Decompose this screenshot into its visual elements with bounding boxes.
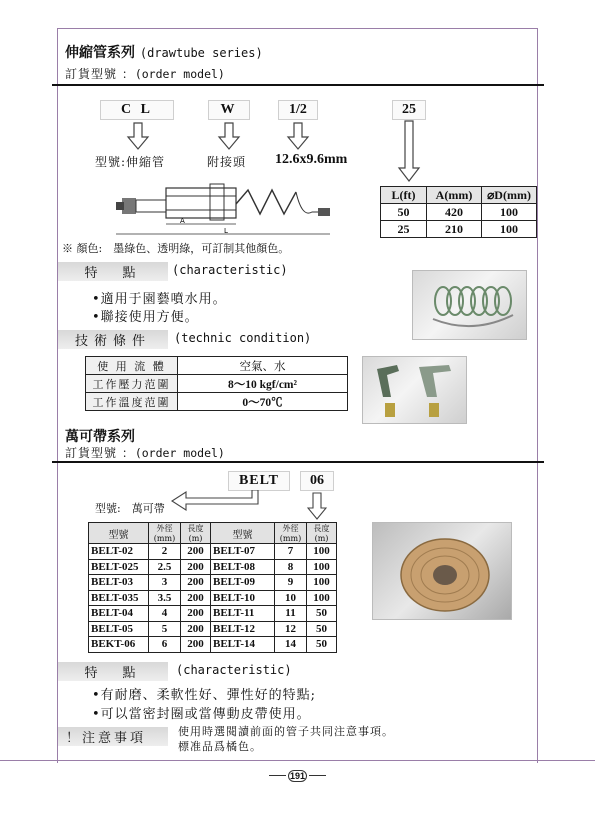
table-cell: BELT-035 xyxy=(89,590,149,606)
feature2-label-en: (characteristic) xyxy=(176,663,292,677)
table-cell: 200 xyxy=(181,621,211,637)
table-header: ⌀D(mm) xyxy=(482,187,537,204)
table-row xyxy=(89,606,337,622)
color-note: ※ 顏色: 墨綠色、透明綠，可訂制其他顏色。 xyxy=(62,242,290,255)
section1-title-zh: 伸縮管系列 xyxy=(65,45,135,61)
page-frame-bottom xyxy=(0,760,595,761)
table-header: 外徑(mm) xyxy=(149,523,181,544)
tech-key: 工作溫度范圍 xyxy=(86,393,178,411)
table-row xyxy=(381,204,537,221)
feature-label-en: (characteristic) xyxy=(172,263,288,277)
spray-gun-photo xyxy=(362,356,467,424)
table-cell: 200 xyxy=(181,606,211,622)
table-cell: BELT-11 xyxy=(211,606,275,622)
feature2-item: •可以當密封圈或當傳動皮帶使用。 xyxy=(92,707,311,722)
table-cell: 9 xyxy=(275,575,307,591)
feature-label-band: 特 點 xyxy=(58,262,168,281)
code-cl: C L xyxy=(100,100,174,120)
table-cell: BELT-07 xyxy=(211,544,275,560)
table-row xyxy=(89,637,337,653)
table-header: 外徑(mm) xyxy=(275,523,307,544)
tech-key: 使 用 流 體 xyxy=(86,357,178,375)
table-header: 型號 xyxy=(89,523,149,544)
arrow-down-icon xyxy=(286,122,310,150)
table-cell: 7 xyxy=(275,544,307,560)
table-header-row xyxy=(381,187,537,204)
table-cell: 8 xyxy=(275,559,307,575)
code-w: W xyxy=(208,100,250,120)
table-cell: 100 xyxy=(307,559,337,575)
coil-hose-icon xyxy=(413,271,528,341)
arrow-left-icon xyxy=(170,490,262,514)
belt-reel-photo xyxy=(372,522,512,620)
section2-order-en: (order model) xyxy=(134,446,225,460)
table-cell: 2 xyxy=(149,544,181,560)
table-cell: BELT-12 xyxy=(211,621,275,637)
table-cell: BELT-04 xyxy=(89,606,149,622)
table-row xyxy=(89,544,337,560)
tech-label-band: 技術條件 xyxy=(58,330,168,349)
belt-table xyxy=(88,522,337,653)
table-cell: 420 xyxy=(427,204,482,221)
page-number-block xyxy=(269,770,326,782)
dimension-table xyxy=(380,186,537,238)
table-cell: 100 xyxy=(307,544,337,560)
table-cell: 200 xyxy=(181,575,211,591)
note-label-band: ！注意事項 xyxy=(58,727,168,746)
note-line: 標准品爲橘色。 xyxy=(178,740,262,753)
label-fitting: 附接頭 xyxy=(207,155,247,169)
table-cell: 210 xyxy=(427,221,482,238)
section1-order-line xyxy=(65,65,225,82)
arrow-down-icon xyxy=(307,492,327,520)
table-cell: BEKT-06 xyxy=(89,637,149,653)
table-cell: BELT-02 xyxy=(89,544,149,560)
feature-item: •適用于園藝噴水用。 xyxy=(92,292,227,307)
table-cell: 6 xyxy=(149,637,181,653)
table-header-row xyxy=(89,523,337,544)
tech-table xyxy=(85,356,348,411)
table-cell: 12 xyxy=(275,621,307,637)
table-header: 型號 xyxy=(211,523,275,544)
table-cell: BELT-14 xyxy=(211,637,275,653)
table-row xyxy=(89,621,337,637)
table-row xyxy=(89,575,337,591)
section2-rule xyxy=(52,461,544,463)
table-cell: 50 xyxy=(381,204,427,221)
table-cell: BELT-03 xyxy=(89,575,149,591)
section2-order-line xyxy=(65,444,225,461)
table-cell: 3.5 xyxy=(149,590,181,606)
feature2-label-band: 特 點 xyxy=(58,662,168,681)
page-frame-top xyxy=(57,28,538,29)
dim-a-label: A xyxy=(180,217,185,225)
table-cell: BELT-05 xyxy=(89,621,149,637)
feature2-item: •有耐磨、柔軟性好、彈性好的特點; xyxy=(92,688,317,703)
arrow-down-icon xyxy=(126,122,150,150)
table-cell: 14 xyxy=(275,637,307,653)
page-number-rule xyxy=(269,775,286,776)
tech-value: 0～70℃ xyxy=(178,393,348,411)
table-header: A(mm) xyxy=(427,187,482,204)
table-cell: 2.5 xyxy=(149,559,181,575)
table-row xyxy=(86,393,348,411)
table-cell: 50 xyxy=(307,637,337,653)
table-cell: 200 xyxy=(181,637,211,653)
coil-hose-photo xyxy=(412,270,527,340)
section1-rule xyxy=(52,84,544,86)
page-number-rule xyxy=(309,775,326,776)
spray-gun-icon xyxy=(363,357,468,425)
tech-key: 工作壓力范圍 xyxy=(86,375,178,393)
code-length: 25 xyxy=(392,100,426,120)
table-cell: 50 xyxy=(307,621,337,637)
tech-value: 空氣、水 xyxy=(178,357,348,375)
section1-order-label: 訂貨型號 ： xyxy=(65,67,135,81)
arrow-down-long-icon xyxy=(397,120,421,182)
table-cell: BELT-09 xyxy=(211,575,275,591)
table-cell: 11 xyxy=(275,606,307,622)
tech-label-en: (technic condition) xyxy=(174,331,312,345)
page-number: 191 xyxy=(289,771,306,781)
dim-l-label: L xyxy=(224,227,228,235)
note-line: 使用時選閱讀前面的管子共同注意事項。 xyxy=(178,725,394,738)
code-size: 1/2 xyxy=(278,100,318,120)
label-size: 12.6x9.6mm xyxy=(275,152,348,167)
table-header: 長度(m) xyxy=(307,523,337,544)
table-cell: 3 xyxy=(149,575,181,591)
table-cell: 25 xyxy=(381,221,427,238)
section1-title xyxy=(65,42,263,62)
tech-value: 8～10 kgf/cm² xyxy=(178,375,348,393)
table-cell: 4 xyxy=(149,606,181,622)
section1-order-en: (order model) xyxy=(134,67,225,81)
arrow-down-icon xyxy=(217,122,241,150)
table-header: L(ft) xyxy=(381,187,427,204)
table-cell: BELT-10 xyxy=(211,590,275,606)
table-cell: 200 xyxy=(181,559,211,575)
code-belt: BELT xyxy=(228,471,290,491)
table-cell: BELT-025 xyxy=(89,559,149,575)
table-row xyxy=(86,375,348,393)
section2-title: 萬可帶系列 xyxy=(65,429,135,445)
table-cell: 100 xyxy=(307,575,337,591)
table-row xyxy=(89,590,337,606)
table-cell: 200 xyxy=(181,544,211,560)
table-row xyxy=(89,559,337,575)
section2-order-label: 訂貨型號 ： xyxy=(65,446,135,460)
table-row xyxy=(86,357,348,375)
section1-title-en: (drawtube series) xyxy=(139,46,263,60)
table-cell: 100 xyxy=(482,204,537,221)
label-type: 型號:伸縮管 xyxy=(95,155,166,169)
code-belt-size: 06 xyxy=(300,471,334,491)
feature-item: •聯接使用方便。 xyxy=(92,310,199,325)
table-cell: 5 xyxy=(149,621,181,637)
belt-type-label: 型號: 萬可帶 xyxy=(95,502,165,515)
table-cell: 100 xyxy=(482,221,537,238)
belt-reel-icon xyxy=(373,523,513,621)
table-cell: 50 xyxy=(307,606,337,622)
table-row xyxy=(381,221,537,238)
table-cell: 100 xyxy=(307,590,337,606)
table-cell: BELT-08 xyxy=(211,559,275,575)
drawtube-diagram xyxy=(112,178,337,240)
table-header: 長度(m) xyxy=(181,523,211,544)
table-cell: 10 xyxy=(275,590,307,606)
table-cell: 200 xyxy=(181,590,211,606)
